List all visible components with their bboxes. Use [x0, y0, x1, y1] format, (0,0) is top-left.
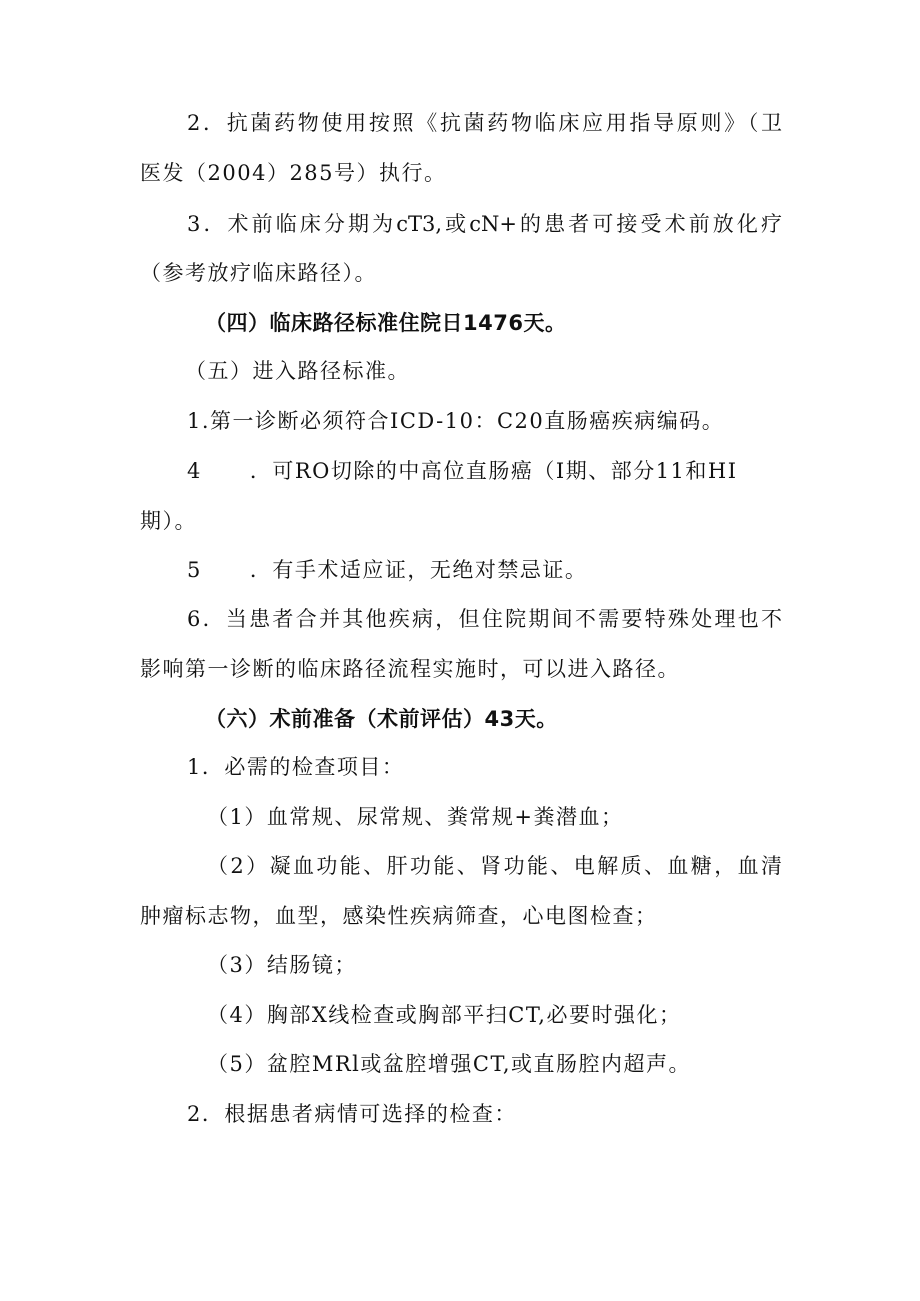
- list-item-2-line-1: （2）凝血功能、肝功能、肾功能、电解质、血糖，血清: [207, 854, 782, 878]
- section-heading-5: （五）进入路径标准。: [185, 359, 410, 383]
- list-item-2-line-2: 肿瘤标志物，血型，感染性疾病筛查，心电图检查；: [140, 904, 658, 928]
- list-item-1: （1）血常规、尿常规、粪常规+粪潜血；: [207, 805, 624, 829]
- section-heading-4: （四）临床路径标准住院日1476天。: [205, 311, 567, 335]
- list-item-3: （3）结肠镜；: [207, 953, 357, 977]
- paragraph-preop-staging-line-2: （参考放疗临床路径）。: [140, 261, 377, 285]
- paragraph-antibiotics-line-1: 2．抗菌药物使用按照《抗菌药物临床应用指导原则》（卫: [187, 111, 782, 135]
- paragraph-resectable-line-2: 期）。: [140, 509, 197, 533]
- list-item-4: （4）胸部X线检查或胸部平扫CT,必要时强化；: [207, 1003, 682, 1027]
- paragraph-required-tests: 1．必需的检查项目：: [187, 755, 405, 779]
- item-number: 4: [187, 459, 202, 483]
- item-text: ．可RO切除的中高位直肠癌（I期、部分11和HI: [249, 459, 738, 483]
- item-text: ．有手术适应证，无绝对禁忌证。: [249, 558, 588, 582]
- paragraph-diagnosis-code: 1.第一诊断必须符合ICD-10：C20直肠癌疾病编码。: [187, 409, 725, 433]
- paragraph-surgical-indication: [187, 556, 587, 584]
- paragraph-comorbidity-line-2: 影响第一诊断的临床路径流程实施时，可以进入路径。: [140, 657, 680, 681]
- paragraph-antibiotics-line-2: 医发（2004）285号）执行。: [140, 161, 447, 185]
- section-heading-6: （六）术前准备（术前评估）43天。: [205, 707, 558, 731]
- list-item-5: （5）盆腔MRl或盆腔增强CT,或直肠腔内超声。: [207, 1052, 692, 1076]
- item-number: 5: [187, 558, 202, 582]
- paragraph-optional-tests: 2．根据患者病情可选择的检查：: [187, 1102, 517, 1126]
- paragraph-comorbidity-line-1: 6．当患者合并其他疾病，但住院期间不需要特殊处理也不: [187, 607, 782, 631]
- paragraph-resectable-line-1: [187, 457, 738, 485]
- paragraph-preop-staging-line-1: 3．术前临床分期为cT3,或cN+的患者可接受术前放化疗: [187, 212, 782, 236]
